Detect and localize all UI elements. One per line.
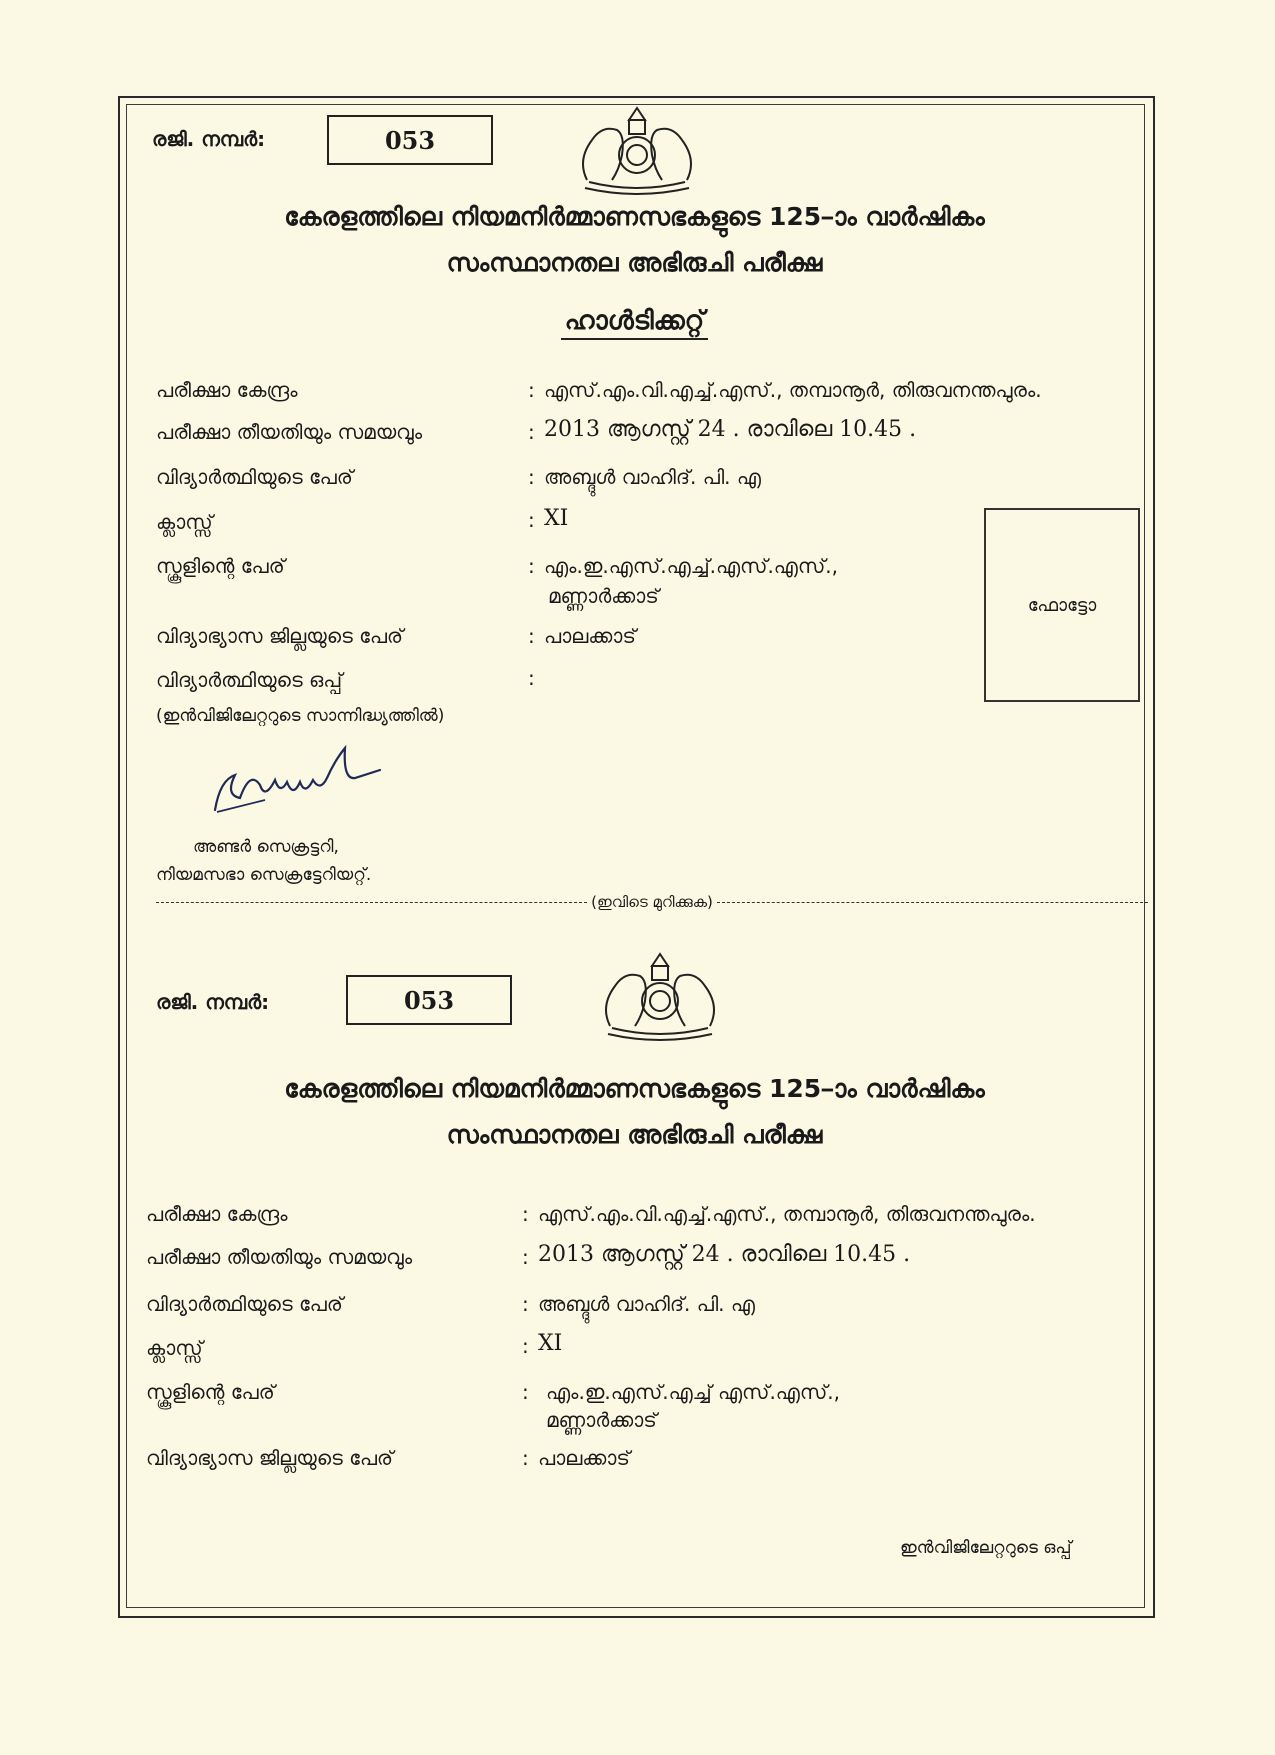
bottom-district-value: പാലക്കാട് [538,1446,630,1470]
official-signature [205,740,385,820]
reg-number-label: രജി. നമ്പർ: [152,127,266,151]
datetime-label: പരീക്ഷാ തീയതിയും സമയവും [156,420,423,444]
colon: : [528,378,535,402]
district-label: വിദ്യാഭ്യാസ ജില്ലയുടെ പേര് [156,624,404,648]
photo-box [984,508,1140,702]
bottom-title-line-2: സംസ്ഥാനതല അഭിരുചി പരീക്ഷ [446,1120,823,1149]
cut-dash-left [156,902,587,903]
reg-number-box: 053 [327,115,493,165]
kerala-emblem-icon [567,100,707,200]
hall-ticket-heading-text: ഹാൾടിക്കറ്റ് [561,306,709,340]
name-label: വിദ്യാർത്ഥിയുടെ പേര് [156,465,353,489]
class-label: ക്ലാസ്സ് [156,510,213,534]
district-value: പാലക്കാട് [544,624,636,648]
centre-value: എസ്.എം.വി.എച്ച്.എസ്., തമ്പാനൂർ, തിരുവനന്തപുരം. [544,378,1042,402]
hall-ticket-heading [126,306,1143,337]
name-value: അബ്ദുൾ വാഹിദ്. പി. എ [544,465,761,489]
title-line-2: സംസ്ഥാനതല അഭിരുചി പരീക്ഷ [446,248,823,277]
bottom-class-value: XI [538,1331,563,1356]
colon: : [528,666,535,690]
colon: : [528,465,535,489]
title-line-1: കേരളത്തിലെ നിയമനിർമ്മാണസഭകളുടെ 125–ാം വാർഷികം [284,202,985,231]
invigilator-signature-label: ഇൻവിജിലേറ്ററുടെ ഒപ്പ് [900,1538,1072,1558]
bottom-reg-number-label: രജി. നമ്പർ: [156,990,270,1014]
class-value: XI [544,506,569,531]
bottom-centre-value: എസ്.എം.വി.എച്ച്.എസ്., തമ്പാനൂർ, തിരുവനന്തപുരം. [538,1202,1036,1226]
cut-here-text: (ഇവിടെ മുറിക്കുക) [591,893,713,911]
signatory-office: നിയമസഭാ സെക്രട്ടേറിയറ്റ്. [156,865,372,885]
bottom-class-label: ക്ലാസ്സ് [146,1336,203,1360]
colon: : [522,1202,529,1226]
bottom-reg-number-box: 053 [346,975,512,1025]
cut-dash-right [717,902,1148,903]
bottom-centre-label: പരീക്ഷാ കേന്ദ്രം [146,1202,288,1226]
bottom-district-label: വിദ്യാഭ്യാസ ജില്ലയുടെ പേര് [146,1446,394,1470]
bottom-school-value-line-1: എം.ഇ.എസ്.എച്ച് എസ്.എസ്., [546,1380,841,1404]
bottom-name-value: അബ്ദുൾ വാഹിദ്. പി. എ [538,1292,755,1316]
bottom-school-label: സ്കൂളിന്റെ പേര് [146,1380,275,1404]
signature-note: (ഇൻവിജിലേറ്ററുടെ സാന്നിദ്ധ്യത്തിൽ) [156,706,445,726]
datetime-value: 2013 ആഗസ്റ്റ് 24 . രാവിലെ 10.45 . [544,417,917,442]
centre-label: പരീക്ഷാ കേന്ദ്രം [156,378,298,402]
colon: : [522,1380,529,1404]
school-value-line-1: എം.ഇ.എസ്.എച്ച്.എസ്.എസ്., [544,554,839,578]
photo-label: ഫോട്ടോ [1027,594,1097,616]
school-value-line-2: മണ്ണാർക്കാട് [548,584,659,608]
colon: : [522,1292,529,1316]
colon: : [528,554,535,578]
colon: : [522,1334,529,1358]
bottom-datetime-value: 2013 ആഗസ്റ്റ് 24 . രാവിലെ 10.45 . [538,1242,911,1267]
bottom-school-value-line-2: മണ്ണാർക്കാട് [546,1408,657,1432]
bottom-name-label: വിദ്യാർത്ഥിയുടെ പേര് [146,1292,343,1316]
bottom-title-line-1: കേരളത്തിലെ നിയമനിർമ്മാണസഭകളുടെ 125–ാം വാർഷികം [284,1074,985,1103]
school-label: സ്കൂളിന്റെ പേര് [156,554,285,578]
bottom-datetime-label: പരീക്ഷാ തീയതിയും സമയവും [146,1245,413,1269]
colon: : [522,1446,529,1470]
colon: : [528,508,535,532]
signatory-title: അണ്ടർ സെക്രട്ടറി, [193,837,339,857]
colon: : [528,624,535,648]
colon: : [522,1245,529,1269]
kerala-emblem-icon [590,946,730,1046]
cut-here-line [156,892,1148,912]
colon: : [528,420,535,444]
signature-label: വിദ്യാർത്ഥിയുടെ ഒപ്പ് [156,668,343,692]
